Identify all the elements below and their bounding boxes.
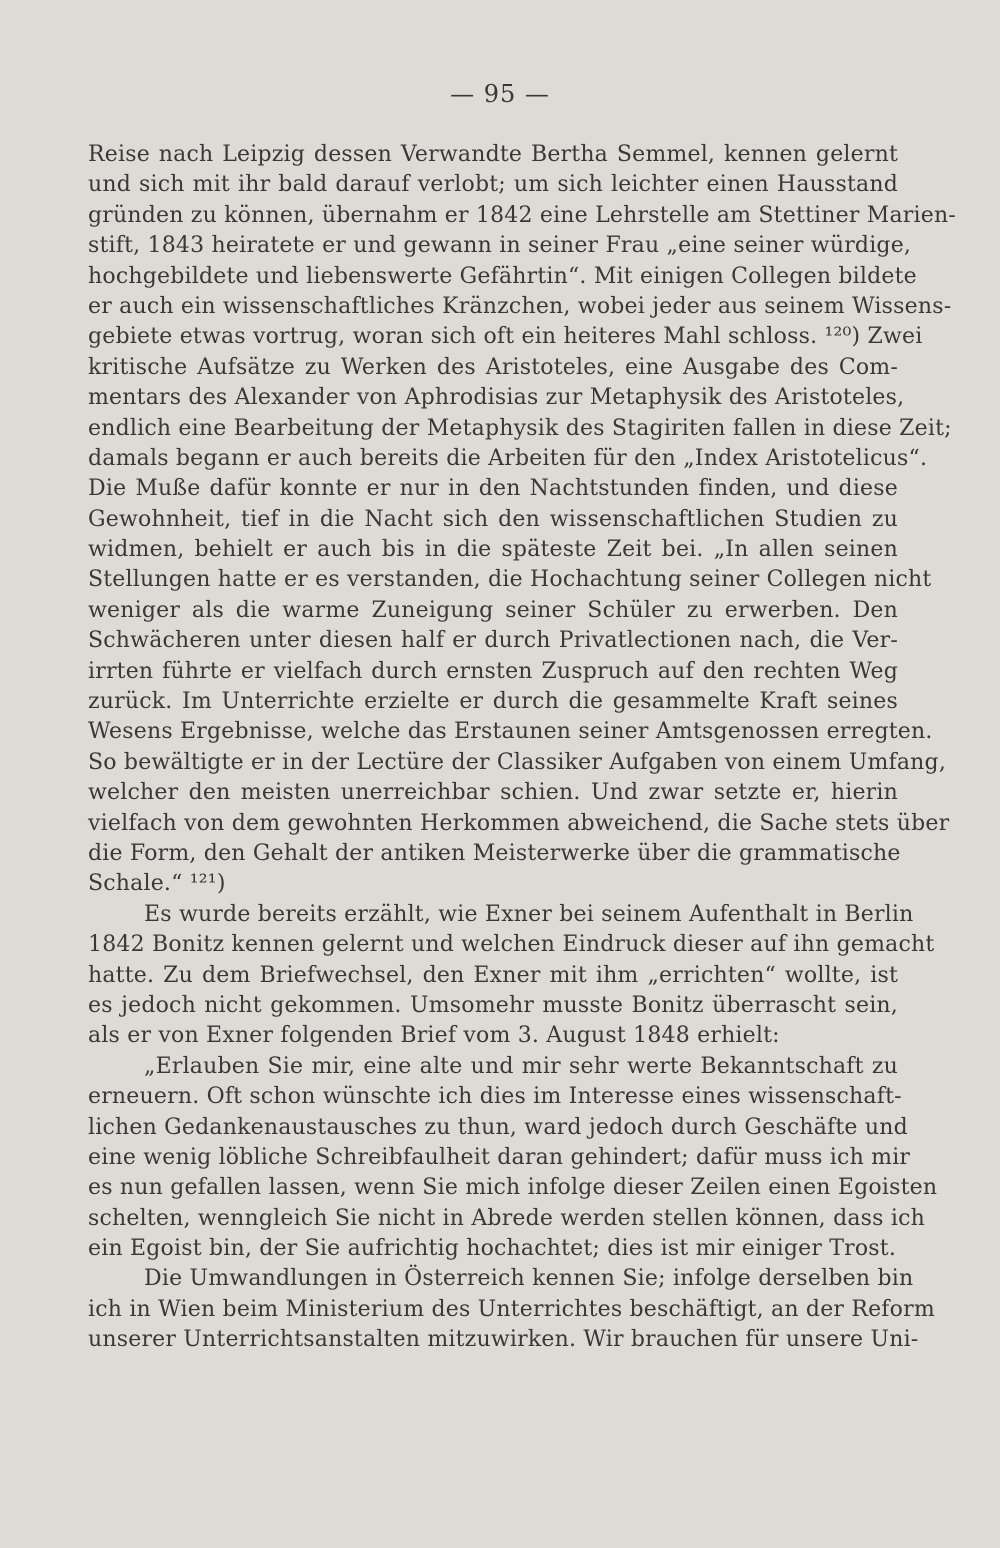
text-line: als er von Exner folgenden Brief vom 3. August 1848 erhielt: bbox=[88, 1023, 780, 1049]
text-line: gebiete etwas vortrug, woran sich oft ein heiteres Mahl schloss. ¹²⁰) Zwei bbox=[88, 324, 923, 350]
text-line: Schwächeren unter diesen half er durch Privatlectionen nach, die Ver- bbox=[88, 628, 898, 654]
text-line: widmen, behielt er auch bis in die späteste Zeit bei. „In allen seinen bbox=[88, 537, 898, 563]
text-line: Gewohnheit, tief in die Nacht sich den wissenschaftlichen Studien zu bbox=[88, 506, 898, 532]
text-line: stift, 1843 heiratete er und gewann in seiner Frau „eine seiner würdige, bbox=[88, 233, 912, 259]
text-line: weniger als die warme Zuneigung seiner Schüler zu erwerben. Den bbox=[88, 597, 898, 623]
text-line: ein Egoist bin, der Sie aufrichtig hochachtet; dies ist mir einiger Trost. bbox=[88, 1236, 897, 1262]
text-line: es jedoch nicht gekommen. Umsomehr musste Bonitz überrascht sein, bbox=[88, 992, 898, 1018]
body-text bbox=[88, 140, 956, 1356]
text-line: eine wenig löbliche Schreibfaulheit daran gehindert; dafür muss ich mir bbox=[88, 1144, 911, 1170]
text-line: ich in Wien beim Ministerium des Unterrichtes beschäftigt, an der Reform bbox=[88, 1296, 935, 1322]
text-line: Wesens Ergebnisse, welche das Erstaunen seiner Amtsgenossen erregten. bbox=[88, 719, 933, 745]
text-line: die Form, den Gehalt der antiken Meisterwerke über die grammatische bbox=[88, 840, 901, 866]
text-line: erneuern. Oft schon wünschte ich dies im Interesse eines wissenschaft- bbox=[88, 1084, 902, 1110]
text-line: Stellungen hatte er es verstanden, die Hochachtung seiner Collegen nicht bbox=[88, 567, 932, 593]
text-line: unserer Unterrichtsanstalten mitzuwirken. Wir brauchen für unsere Uni- bbox=[88, 1327, 919, 1353]
text-line: es nun gefallen lassen, wenn Sie mich infolge dieser Zeilen einen Egoisten bbox=[88, 1175, 938, 1201]
text-line: Die Umwandlungen in Österreich kennen Sie; infolge derselben bin bbox=[144, 1266, 914, 1292]
text-line: endlich eine Bearbeitung der Metaphysik des Stagiriten fallen in diese Zeit; bbox=[88, 415, 952, 441]
text-line: hatte. Zu dem Briefwechsel, den Exner mit ihm „errichten“ wollte, ist bbox=[88, 962, 898, 988]
text-line: Die Muße dafür konnte er nur in den Nachtstunden finden, und diese bbox=[88, 476, 898, 502]
text-line: welcher den meisten unerreichbar schien. Und zwar setzte er, hierin bbox=[88, 780, 898, 806]
text-line: Schale.“ ¹²¹) bbox=[88, 871, 226, 897]
text-line: vielfach von dem gewohnten Herkommen abweichend, die Sache stets über bbox=[88, 810, 950, 836]
text-line: „Erlauben Sie mir, eine alte und mir sehr werte Bekanntschaft zu bbox=[144, 1053, 898, 1079]
text-line: zurück. Im Unterrichte erzielte er durch die gesammelte Kraft seines bbox=[88, 689, 898, 715]
text-line: gründen zu können, übernahm er 1842 eine Lehrstelle am Stettiner Marien- bbox=[88, 202, 956, 228]
text-line: Es wurde bereits erzählt, wie Exner bei seinem Aufenthalt in Berlin bbox=[144, 901, 914, 927]
text-line: damals begann er auch bereits die Arbeiten für den „Index Aristotelicus“. bbox=[88, 445, 928, 471]
text-line: hochgebildete und liebenswerte Gefährtin“. Mit einigen Collegen bildete bbox=[88, 263, 917, 289]
text-line: er auch ein wissenschaftliches Kränzchen, wobei jeder aus seinem Wissens- bbox=[88, 293, 952, 319]
page-number: — 95 — bbox=[450, 80, 550, 108]
text-line: lichen Gedankenaustausches zu thun, ward jedoch durch Geschäfte und bbox=[88, 1114, 908, 1140]
text-line: So bewältigte er in der Lectüre der Classiker Aufgaben von einem Umfang, bbox=[88, 749, 947, 775]
text-line: mentars des Alexander von Aphrodisias zur Metaphysik des Aristoteles, bbox=[88, 385, 905, 411]
text-line: und sich mit ihr bald darauf verlobt; um sich leichter einen Hausstand bbox=[88, 172, 898, 198]
text-line: kritische Aufsätze zu Werken des Aristoteles, eine Ausgabe des Com- bbox=[88, 354, 898, 380]
text-line: 1842 Bonitz kennen gelernt und welchen Eindruck dieser auf ihn gemacht bbox=[88, 932, 935, 958]
text-line: irrten führte er vielfach durch ernsten Zuspruch auf den rechten Weg bbox=[88, 658, 898, 684]
text-line: schelten, wenngleich Sie nicht in Abrede werden stellen können, dass ich bbox=[88, 1205, 925, 1231]
text-line: Reise nach Leipzig dessen Verwandte Bertha Semmel, kennen gelernt bbox=[88, 142, 898, 167]
